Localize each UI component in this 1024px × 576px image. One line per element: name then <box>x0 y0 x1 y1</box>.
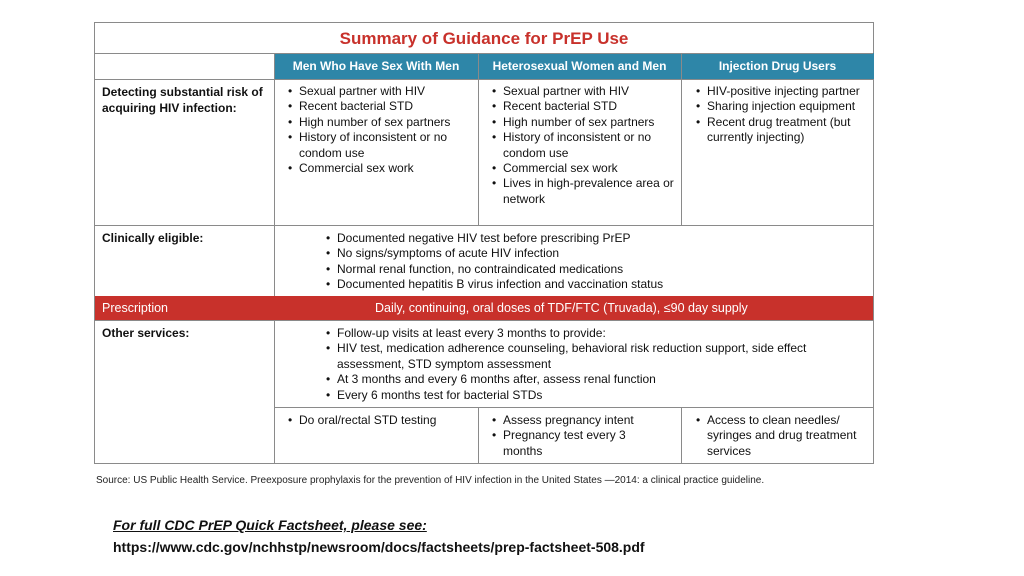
detecting-idu-cell <box>695 84 870 146</box>
bullet-item: • Normal renal function, no contraindicated medications <box>325 262 865 277</box>
bullet-item: • History of inconsistent or no condom use <box>491 130 676 161</box>
clinical-label: Clinically eligible: <box>102 231 204 245</box>
divider <box>95 53 873 54</box>
bullet-item: • Documented negative HIV test before prescribing PrEP <box>325 231 865 246</box>
other-cell <box>325 326 845 403</box>
bullet-item: • HIV-positive injecting partner <box>695 84 870 99</box>
divider <box>681 407 682 464</box>
bullet-item: • HIV test, medication adherence counseling, behavioral risk reduction support, side effect assessment, STD symptom assessment <box>325 341 845 372</box>
bullet-item: • Recent bacterial STD <box>287 99 472 114</box>
bullet-item: • Recent bacterial STD <box>491 99 676 114</box>
divider <box>274 53 275 225</box>
bullet-item: • Lives in high-prevalence area or network <box>491 176 676 207</box>
prescription-row <box>95 296 873 320</box>
bullet-item: • Follow-up visits at least every 3 months to provide: <box>325 326 845 341</box>
other-msm-cell <box>287 413 472 428</box>
source-citation: Source: US Public Health Service. Preexposure prophylaxis for the prevention of HIV infection in the United States —2014: a clinical practice guideline. <box>96 475 765 486</box>
bullet-item: • Do oral/rectal STD testing <box>287 413 472 428</box>
divider <box>95 320 873 321</box>
other-label: Other services: <box>102 326 190 340</box>
bullet-item: • Access to clean needles/ syringes and drug treatment services <box>695 413 870 459</box>
bullet-list <box>491 84 676 207</box>
divider <box>274 407 874 408</box>
bullet-item: • Commercial sex work <box>491 161 676 176</box>
bullet-item: • High number of sex partners <box>287 115 472 130</box>
detecting-msm-cell <box>287 84 472 176</box>
bullet-item: • Commercial sex work <box>287 161 472 176</box>
prescription-label: Prescription <box>102 301 168 315</box>
clinical-cell <box>325 231 865 293</box>
bullet-item: • At 3 months and every 6 months after, assess renal function <box>325 372 845 387</box>
divider <box>478 53 479 225</box>
divider <box>478 407 479 464</box>
header-hetero: Heterosexual Women and Men <box>478 53 681 79</box>
bullet-list <box>287 84 472 176</box>
footnote-url[interactable]: https://www.cdc.gov/nchhstp/newsroom/docs/factsheets/prep-factsheet-508.pdf <box>113 539 645 555</box>
detecting-label: Detecting substantial risk of acquiring HIV infection: <box>102 85 263 115</box>
divider <box>95 225 873 226</box>
bullet-item: • Assess pregnancy intent <box>491 413 666 428</box>
bullet-item: • Every 6 months test for bacterial STDs <box>325 388 845 403</box>
other-idu-cell <box>695 413 870 459</box>
bullet-list <box>491 413 666 459</box>
bullet-item: • High number of sex partners <box>491 115 676 130</box>
bullet-item: • Sharing injection equipment <box>695 99 870 114</box>
detecting-hetero-cell <box>491 84 676 207</box>
bullet-item: • History of inconsistent or no condom use <box>287 130 472 161</box>
bullet-list <box>695 84 870 146</box>
divider <box>681 53 682 225</box>
bullet-list <box>325 326 845 403</box>
bullet-item: • Pregnancy test every 3 months <box>491 428 666 459</box>
bullet-item: • Sexual partner with HIV <box>287 84 472 99</box>
bullet-list <box>325 231 865 293</box>
divider <box>274 225 275 464</box>
prescription-text: Daily, continuing, oral doses of TDF/FTC (Truvada), ≤90 day supply <box>375 301 748 315</box>
bullet-item: • Sexual partner with HIV <box>491 84 676 99</box>
bullet-item: • Recent drug treatment (but currently injecting) <box>695 115 870 146</box>
bullet-item: • Documented hepatitis B virus infection and vaccination status <box>325 277 865 292</box>
footnote-heading: For full CDC PrEP Quick Factsheet, please see: <box>113 517 427 533</box>
bullet-item: • No signs/symptoms of acute HIV infection <box>325 246 865 261</box>
header-idu: Injection Drug Users <box>681 53 874 79</box>
bullet-list <box>695 413 870 459</box>
divider <box>95 79 873 80</box>
other-hetero-cell <box>491 413 666 459</box>
table-title: Summary of Guidance for PrEP Use <box>339 29 629 48</box>
prep-guidance-table <box>94 22 874 464</box>
bullet-list <box>287 413 472 428</box>
header-msm: Men Who Have Sex With Men <box>274 53 478 79</box>
